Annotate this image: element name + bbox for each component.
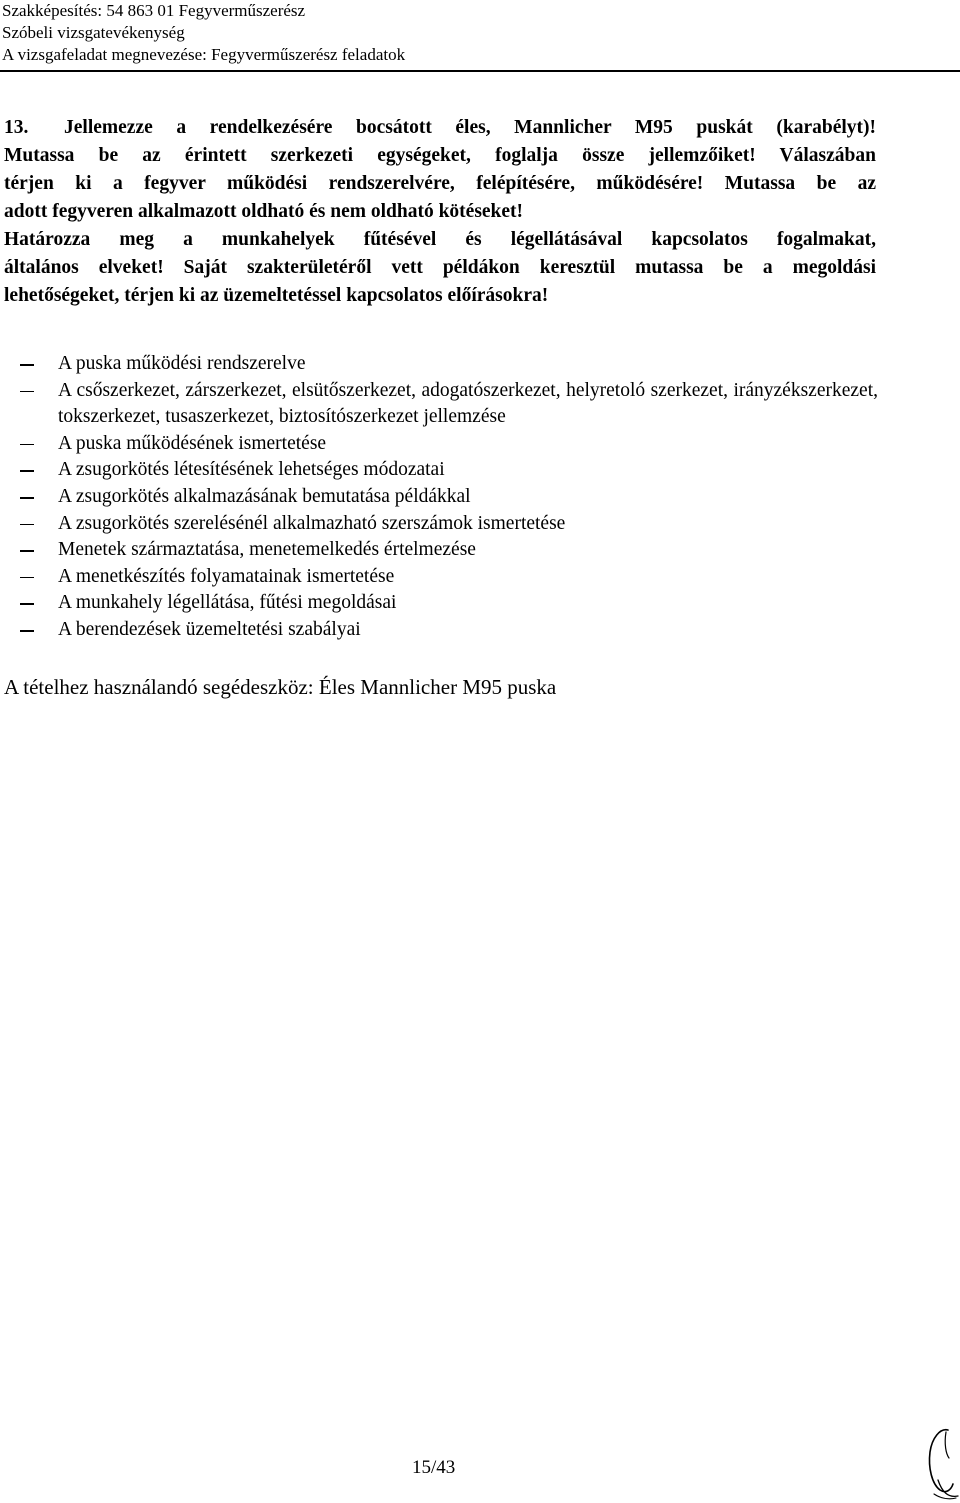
dash-bullet xyxy=(20,524,34,526)
topic-list xyxy=(20,351,878,644)
dash-bullet xyxy=(20,603,34,605)
page-number: 15/43 xyxy=(412,1457,456,1478)
task-line: általános elveket! Saját szakterületéről vett példákon keresztül mutassa be a megoldási xyxy=(4,257,876,278)
list-item: A menetkészítés folyamatainak ismertetése xyxy=(20,564,878,591)
list-item: A zsugorkötés alkalmazásának bemutatása példákkal xyxy=(20,484,878,511)
header-qualification: Szakképesítés: 54 863 01 Fegyverműszerész xyxy=(2,1,306,20)
task-line: adott fegyveren alkalmazott oldható és nem oldható kötéseket! xyxy=(4,201,524,222)
task-line: lehetőségeket, térjen ki az üzemeltetéssel kapcsolatos előírásokra! xyxy=(4,285,549,306)
list-item: A berendezések üzemeltetési szabályai xyxy=(20,617,878,644)
dash-bullet xyxy=(20,550,34,552)
page-header xyxy=(2,0,952,66)
task-line: térjen ki a fegyver működési rendszerelvére, felépítésére, működésére! Mutassa be az xyxy=(4,173,876,194)
task-number: 13. xyxy=(4,117,29,138)
header-exam-type: Szóbeli vizsgatevékenység xyxy=(2,23,185,42)
required-aid: A tételhez használandó segédeszköz: Éles Mannlicher M95 puska xyxy=(4,675,557,699)
task-line: Határozza meg a munkahelyek fűtésével és légellátásával kapcsolatos fogalmakat, xyxy=(4,229,876,250)
dash-bullet xyxy=(20,497,34,499)
dash-bullet xyxy=(20,577,34,579)
list-item: A zsugorkötés szerelésénél alkalmazható szerszámok ismertetése xyxy=(20,511,878,538)
dash-bullet xyxy=(20,444,34,446)
list-item: A puska működésének ismertetése xyxy=(20,431,878,458)
task-description xyxy=(4,114,876,310)
list-item: A munkahely légellátása, fűtési megoldásai xyxy=(20,590,878,617)
task-line: Mutassa be az érintett szerkezeti egységeket, foglalja össze jellemzőiket! Válaszában xyxy=(4,145,876,166)
header-task-name: A vizsgafeladat megnevezése: Fegyverműszerész feladatok xyxy=(2,45,406,64)
header-divider xyxy=(0,70,960,72)
dash-bullet xyxy=(20,391,34,393)
task-line: 13. Jellemezze a rendelkezésére bocsátott éles, Mannlicher M95 puskát (karabélyt)! xyxy=(4,114,876,142)
list-item: A csőszerkezet, zárszerkezet, elsütőszerkezet, adogatószerkezet, helyretoló szerkezet, irányzékszerkezet, tokszerkezet, tusaszerkezet, biztosítószerkezet jellemzése xyxy=(20,378,878,431)
list-item: A puska működési rendszerelve xyxy=(20,351,878,378)
list-item: Menetek származtatása, menetemelkedés értelmezése xyxy=(20,537,878,564)
dash-bullet xyxy=(20,470,34,472)
signature-mark xyxy=(918,1420,960,1500)
list-item: A zsugorkötés létesítésének lehetséges módozatai xyxy=(20,457,878,484)
dash-bullet xyxy=(20,364,34,366)
dash-bullet xyxy=(20,630,34,632)
